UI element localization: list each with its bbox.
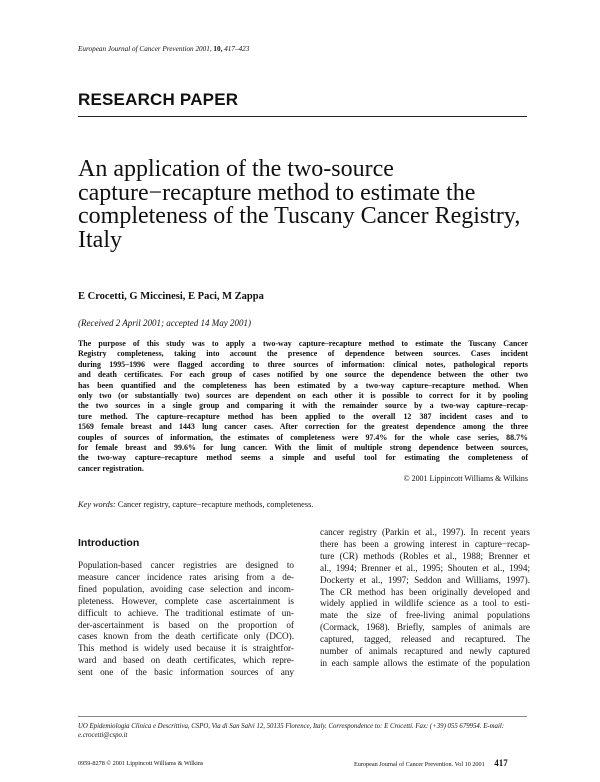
body-line: This method is widely used because it is straightfor-: [78, 643, 294, 654]
abstract-line: for female breast and 99.6% for lung cancer. With the limit of multiple strong dependence between sources,: [78, 443, 528, 453]
page-number: 417: [494, 758, 508, 768]
keywords-label: Key words:: [78, 500, 116, 509]
body-line: there has been a growing interest in capture−recap-: [320, 538, 530, 549]
body-line: ture (CR) methods (Robles et al., 1988; Brenner et: [320, 550, 530, 561]
affiliation-footnote: UO Epidemiologia Clinica e Descrittiva, CSPO, Via di San Salvi 12, 50135 Florence, Italy. Correspondence to: E Crocetti. Fax: (+39) 055 679954. E-mail: e.crocetti@cspo.it: [78, 723, 504, 739]
abstract-line: 1569 female breast and 1443 lung cancer cases. After correction for the greatest dependence among the three: [78, 422, 528, 432]
journal-volume: 10,: [213, 45, 223, 53]
footer-journal-text: European Journal of Cancer Prevention. Vol 10 2001: [354, 761, 485, 768]
body-line: al., 1994; Brenner et al., 1995; Shouten et al., 1994;: [320, 562, 530, 573]
left-column: [78, 560, 294, 679]
body-line: ward and based on death certificates, which repre-: [78, 655, 294, 666]
abstract-line: ture method. The capture–recapture method has been applied to the overall 12 387 incident cases and to: [78, 411, 528, 421]
title-line: completeness of the Tuscany Cancer Registry,: [78, 203, 521, 229]
abstract-line: during 1995–1996 were flagged according to three sources of information: clinical notes, pathological reports: [78, 359, 528, 369]
body-line: Population-based cancer registries are designed to: [78, 560, 294, 570]
body-line: (Cormack, 1968). Briefly, samples of animals are: [320, 622, 530, 633]
right-column: [320, 527, 530, 670]
abstract-line: cancer registration.: [78, 463, 144, 473]
keywords: [78, 500, 313, 509]
article-title: [78, 158, 538, 252]
body-line: fined population, avoiding case selection and incom-: [78, 583, 294, 594]
body-line: measure cancer incidence rates arising from a de-: [78, 571, 294, 582]
footnote-rule: [78, 716, 527, 717]
body-line: sent one of the basic information sources of any: [78, 667, 294, 678]
body-line: number of animals recaptured and newly captured: [320, 646, 530, 657]
running-head: [78, 45, 249, 53]
body-line: captured, tagged, released and recaptured. The: [320, 634, 530, 645]
received-dates: (Received 2 April 2001; accepted 14 May 2001): [78, 318, 252, 328]
keywords-text: Cancer registry, capture−recapture methods, completeness.: [117, 500, 314, 509]
abstract-line: Registry completeness, taking into account the presence of dependence between sources. Cases incident: [78, 349, 528, 359]
abstract-line: The purpose of this study was to apply a two-way capture–recapture method to estimate the Tuscany Cancer: [78, 339, 528, 348]
introduction-heading: Introduction: [78, 537, 140, 549]
abstract-line: the two-way capture–recapture method seems a simple and useful tool for estimating the completeness of: [78, 453, 528, 463]
title-line: An application of the two-source: [78, 156, 394, 182]
copyright-notice: © 2001 Lippincott Williams & Wilkins: [403, 474, 528, 483]
body-line: The CR method has been originally developed and: [320, 586, 530, 597]
journal-name: European Journal of Cancer Prevention: [78, 45, 194, 53]
abstract-line: and death certificates. For each group of cases notified by one source the dependence between the other two: [78, 370, 528, 380]
section-label: RESEARCH PAPER: [78, 90, 239, 109]
footer-copyright: 0959-8278 © 2001 Lippincott Williams & Wilkins: [78, 760, 204, 767]
authors: E Crocetti, G Miccinesi, E Paci, M Zappa: [78, 291, 264, 302]
body-line: cases known from the death certificate only (DCO).: [78, 631, 294, 642]
title-line: Italy: [78, 226, 122, 253]
title-line: capture−recapture method to estimate the: [78, 179, 476, 206]
body-line: difficult to achieve. The traditional estimate of un-: [78, 607, 294, 618]
abstract-line: couples of sources of information, the estimates of completeness were 97.4% for the whole case series, 88.7%: [78, 432, 528, 442]
abstract-line: the two sources in a single group and comparing it with the remainder source by a two-way capture–recap-: [78, 401, 528, 411]
body-line: in each sample allows the estimate of the population: [320, 657, 530, 668]
journal-year: 2001,: [195, 45, 212, 53]
body-line: widely applied in wildlife science as a tool to esti-: [320, 598, 530, 609]
body-line: pleteness. However, complete case ascertainment is: [78, 595, 294, 606]
journal-pages: 417–423: [224, 45, 250, 53]
footer-journal: [354, 758, 508, 768]
body-line: cancer registry (Parkin et al., 1997). In recent years: [320, 527, 530, 537]
section-rule: [78, 116, 527, 117]
body-line: der-ascertainment is based on the proportion of: [78, 619, 294, 630]
body-line: mate the size of free-living animal populations: [320, 610, 530, 621]
abstract-line: only two (or substantially two) sources are dependent on each other it is possible to correct for it by pooling: [78, 391, 528, 401]
abstract-line: has been quantified and the completeness has been estimated by a two-way capture–recapture method. When: [78, 380, 528, 390]
body-line: Dockerty et al., 1997; Seddon and Williams, 1997).: [320, 574, 530, 585]
abstract: [78, 339, 528, 474]
